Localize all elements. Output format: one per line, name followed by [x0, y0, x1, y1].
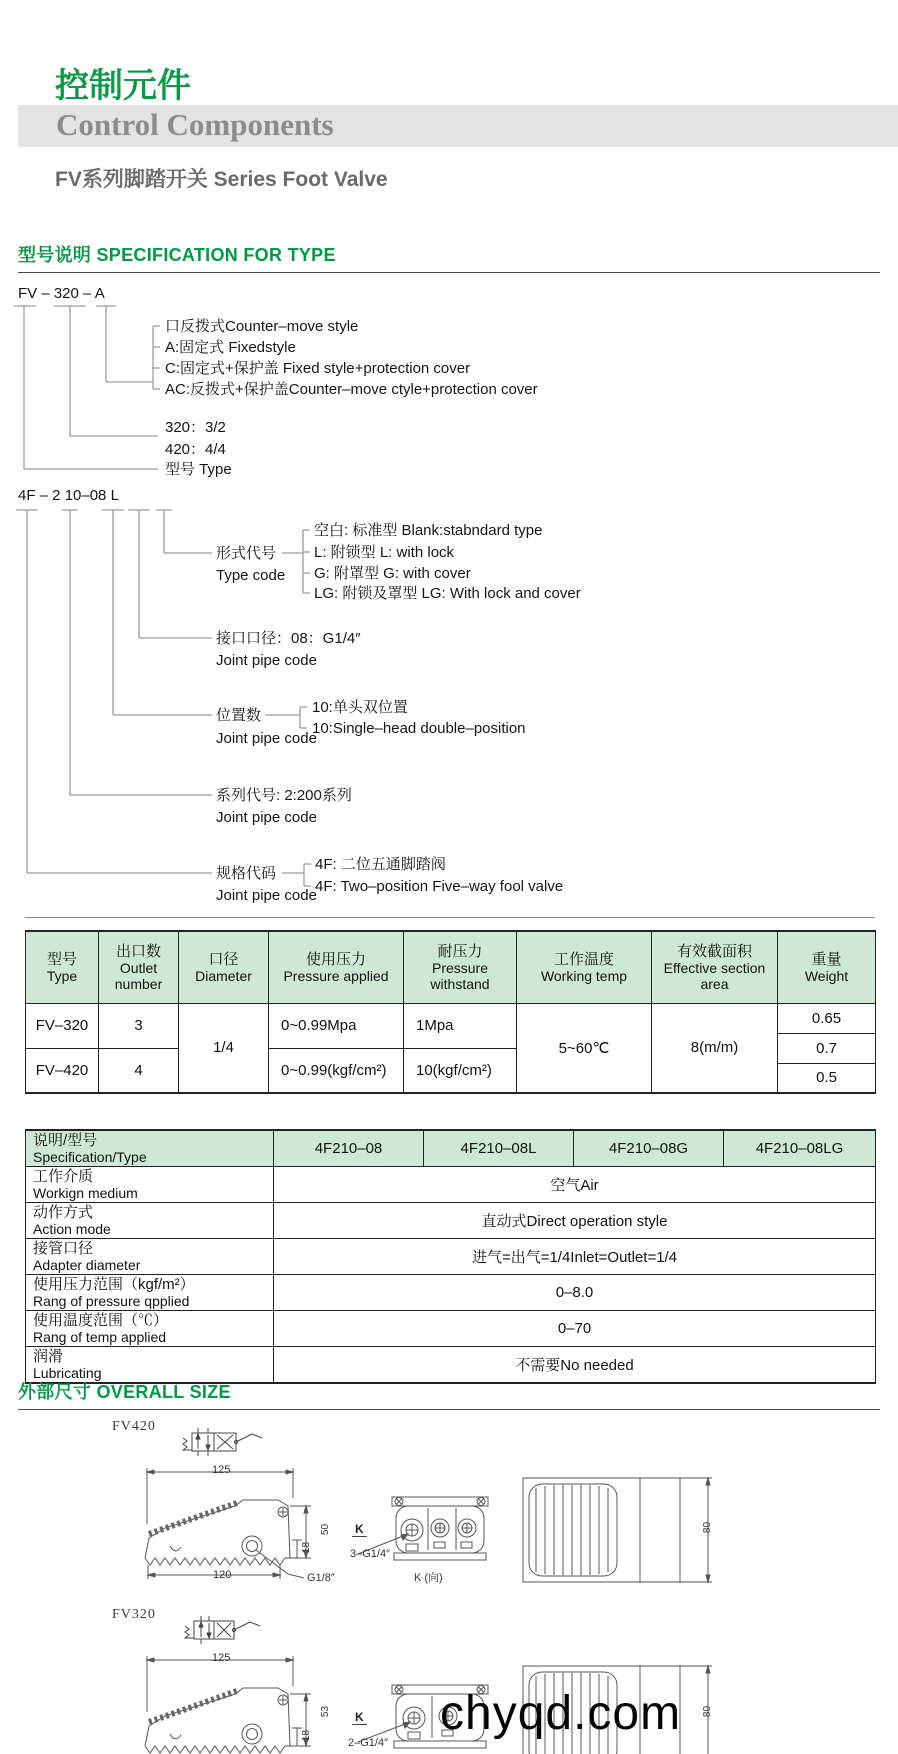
col-header-weight	[778, 931, 876, 1003]
style-option: C:固定式+保护盖 Fixed style+protection cover	[165, 360, 471, 377]
fv420-top-view-drawing	[520, 1472, 720, 1586]
dim-53: 53	[320, 1705, 332, 1718]
dim-125: 125	[212, 1464, 231, 1476]
model-spec-table	[25, 1129, 876, 1384]
header-en: Weight	[804, 967, 849, 984]
title-band	[18, 105, 898, 147]
dim-125: 125	[212, 1652, 231, 1664]
col-header-effective-area	[652, 931, 778, 1003]
cell-pressure-withstand-fv420: 10(kgf/cm²)	[404, 1048, 517, 1093]
ports-label-2g14: 2–G1/4″	[348, 1737, 388, 1749]
k-direction-label: K	[352, 1710, 367, 1725]
cell-weight-1: 0.65	[778, 1003, 876, 1033]
model-name: 4F210–08LG	[724, 1130, 876, 1167]
type-label: 型号 Type	[165, 461, 232, 478]
spec-code-option: 4F: 二位五通脚踏阀	[315, 856, 446, 873]
dim-80: 80	[702, 1705, 714, 1718]
watermark: chyqd.com	[440, 1687, 682, 1740]
cell-type-fv320: FV–320	[26, 1003, 99, 1048]
header-en: Pressure withstand	[430, 959, 490, 992]
table-top-rule	[25, 917, 875, 918]
cell-outlet-fv420: 4	[99, 1048, 179, 1093]
label-zh: 使用压力范围（kgf/m²）	[33, 1276, 195, 1293]
specs-table	[25, 930, 876, 1094]
row-label	[26, 1167, 274, 1203]
label-zh: 动作方式	[33, 1204, 94, 1221]
row-label	[26, 1311, 274, 1347]
k-direction-label: K	[352, 1522, 367, 1537]
heading-rule	[18, 1409, 880, 1410]
cell-pressure-applied-fv420: 0~0.99(kgf/cm²)	[269, 1048, 404, 1093]
dim-120: 120	[213, 1569, 232, 1581]
header-zh: 型号	[46, 950, 77, 968]
row-value: 直动式Direct operation style	[274, 1203, 876, 1239]
dim-18: 18	[301, 1729, 313, 1742]
label-en: Rang of temp applied	[33, 1329, 167, 1345]
model-name: 4F210–08G	[574, 1130, 724, 1167]
col-header-working-temp	[517, 931, 652, 1003]
spec-section-heading: 型号说明 SPECIFICATION FOR TYPE	[18, 245, 336, 265]
label-zh: 润滑	[33, 1348, 64, 1365]
joint-pipe-label-zh: 接口口径：08：G1/4″	[216, 630, 361, 647]
table-row	[26, 1275, 876, 1311]
drawing-label-fv420: FV420	[112, 1419, 156, 1434]
label-en: Lubricating	[33, 1365, 102, 1381]
label-en: Action mode	[33, 1221, 111, 1237]
label-zh: 使用温度范围（℃）	[33, 1312, 169, 1329]
positions-option: 10:Single–head double–position	[312, 720, 526, 737]
col-header-type	[26, 931, 99, 1003]
label-zh: 接管口径	[33, 1240, 94, 1257]
label-zh: 工作介质	[33, 1168, 94, 1185]
cell-outlet-fv320: 3	[99, 1003, 179, 1048]
row-value: 空气Air	[274, 1167, 876, 1203]
row-value: 0–70	[274, 1311, 876, 1347]
style-option: 口反拨式Counter–move style	[165, 318, 359, 335]
header-en: Diameter	[195, 967, 252, 984]
size-option: 420：4/4	[165, 441, 226, 458]
series-label-zh: 系列代号: 2:200系列	[216, 787, 352, 804]
spec-code-label-zh: 规格代码	[216, 865, 277, 882]
port-thread-g18: G1/8″	[307, 1572, 335, 1584]
joint-pipe-label-en: Joint pipe code	[216, 652, 317, 669]
type-code-option: 空白: 标准型 Blank:stabndard type	[314, 522, 543, 539]
label-en: Specification/Type	[33, 1149, 147, 1165]
cell-effective-area: 8(m/m)	[652, 1003, 778, 1093]
row-value: 不需要No needed	[274, 1347, 876, 1384]
spec-code-label-en: Joint pipe code	[216, 887, 317, 904]
cell-diameter: 1/4	[179, 1003, 269, 1093]
series-label-en: Joint pipe code	[216, 809, 317, 826]
type-code-label-en: Type code	[216, 567, 286, 584]
header-zh: 出口数	[115, 942, 161, 960]
type-code-label-zh: 形式代号	[216, 545, 277, 562]
cell-pressure-withstand-fv320: 1Mpa	[404, 1003, 517, 1048]
header-en: Outlet number	[114, 959, 163, 992]
style-option: AC:反拨式+保护盖Counter–move ctyle+protection cover	[165, 381, 538, 398]
table-row	[26, 1203, 876, 1239]
header-zh: 有效截面积	[676, 942, 752, 960]
label-zh: 说明/型号	[33, 1132, 98, 1149]
drawing-label-fv320: FV320	[112, 1607, 156, 1622]
label-en: Rang of pressure qpplied	[33, 1293, 190, 1309]
page-title-zh: 控制元件	[55, 68, 191, 105]
size-option: 320：3/2	[165, 419, 226, 436]
col-header-pressure-withstand	[404, 931, 517, 1003]
type-code-option: L: 附锁型 L: with lock	[314, 544, 455, 561]
cell-type-fv420: FV–420	[26, 1048, 99, 1093]
header-zh: 使用压力	[305, 950, 366, 968]
label-en: Adapter diameter	[33, 1257, 141, 1273]
model-name: 4F210–08L	[424, 1130, 574, 1167]
series-subtitle: FV系列脚踏开关 Series Foot Valve	[55, 168, 388, 191]
positions-option: 10:单头双位置	[312, 699, 408, 716]
table-row	[26, 1311, 876, 1347]
k-view-caption: K (向)	[414, 1572, 443, 1584]
spec-type-header	[26, 1130, 274, 1167]
size-section-heading: 外部尺寸 OVERALL SIZE	[18, 1382, 231, 1402]
row-label	[26, 1275, 274, 1311]
table-row	[26, 1167, 876, 1203]
header-zh: 口径	[208, 950, 239, 968]
header-en: Pressure applied	[283, 967, 389, 984]
header-en: Working temp	[540, 967, 628, 984]
model-spec-header-row	[26, 1130, 876, 1167]
cell-working-temp: 5~60℃	[517, 1003, 652, 1093]
label-en: Workign medium	[33, 1185, 138, 1201]
fv420-side-view-drawing	[140, 1462, 312, 1582]
header-zh: 重量	[811, 950, 842, 968]
header-en: Type	[46, 967, 78, 984]
style-option: A:固定式 Fixedstyle	[165, 339, 296, 356]
cell-weight-2: 0.7	[778, 1033, 876, 1063]
col-header-outlet	[99, 931, 179, 1003]
type-code-option: G: 附罩型 G: with cover	[314, 565, 471, 582]
table-row	[26, 1003, 876, 1018]
positions-label-zh: 位置数	[216, 707, 262, 724]
dim-18: 18	[301, 1541, 313, 1554]
ports-label-3g14: 3–G1/4″	[350, 1548, 390, 1560]
type-code-option: LG: 附锁及罩型 LG: With lock and cover	[314, 585, 581, 602]
model-code-2: 4F – 2 10–08 L	[18, 487, 119, 504]
table-row	[26, 1239, 876, 1275]
dim-50: 50	[320, 1523, 332, 1536]
row-label	[26, 1203, 274, 1239]
row-value: 0–8.0	[274, 1275, 876, 1311]
cell-pressure-applied-fv320: 0~0.99Mpa	[269, 1003, 404, 1048]
header-zh: 耐压力	[437, 942, 483, 960]
row-label	[26, 1239, 274, 1275]
row-value: 进气=出气=1/4Inlet=Outlet=1/4	[274, 1239, 876, 1275]
cell-weight-3: 0.5	[778, 1063, 876, 1093]
col-header-diameter	[179, 931, 269, 1003]
fv420-valve-symbol	[182, 1424, 267, 1460]
header-zh: 工作温度	[553, 950, 614, 968]
dim-80: 80	[702, 1521, 714, 1534]
page-title-en: Control Components	[56, 107, 334, 142]
table-header-row	[26, 931, 876, 1003]
model-code-1: FV – 320 – A	[18, 285, 105, 302]
fv320-valve-symbol	[182, 1612, 267, 1648]
positions-label-en: Joint pipe code	[216, 730, 317, 747]
col-header-pressure-applied	[269, 931, 404, 1003]
fv320-side-view-drawing	[140, 1650, 312, 1754]
spec-code-option: 4F: Two–position Five–way fool valve	[315, 878, 564, 895]
model-name: 4F210–08	[274, 1130, 424, 1167]
header-en: Effective section area	[663, 959, 766, 992]
